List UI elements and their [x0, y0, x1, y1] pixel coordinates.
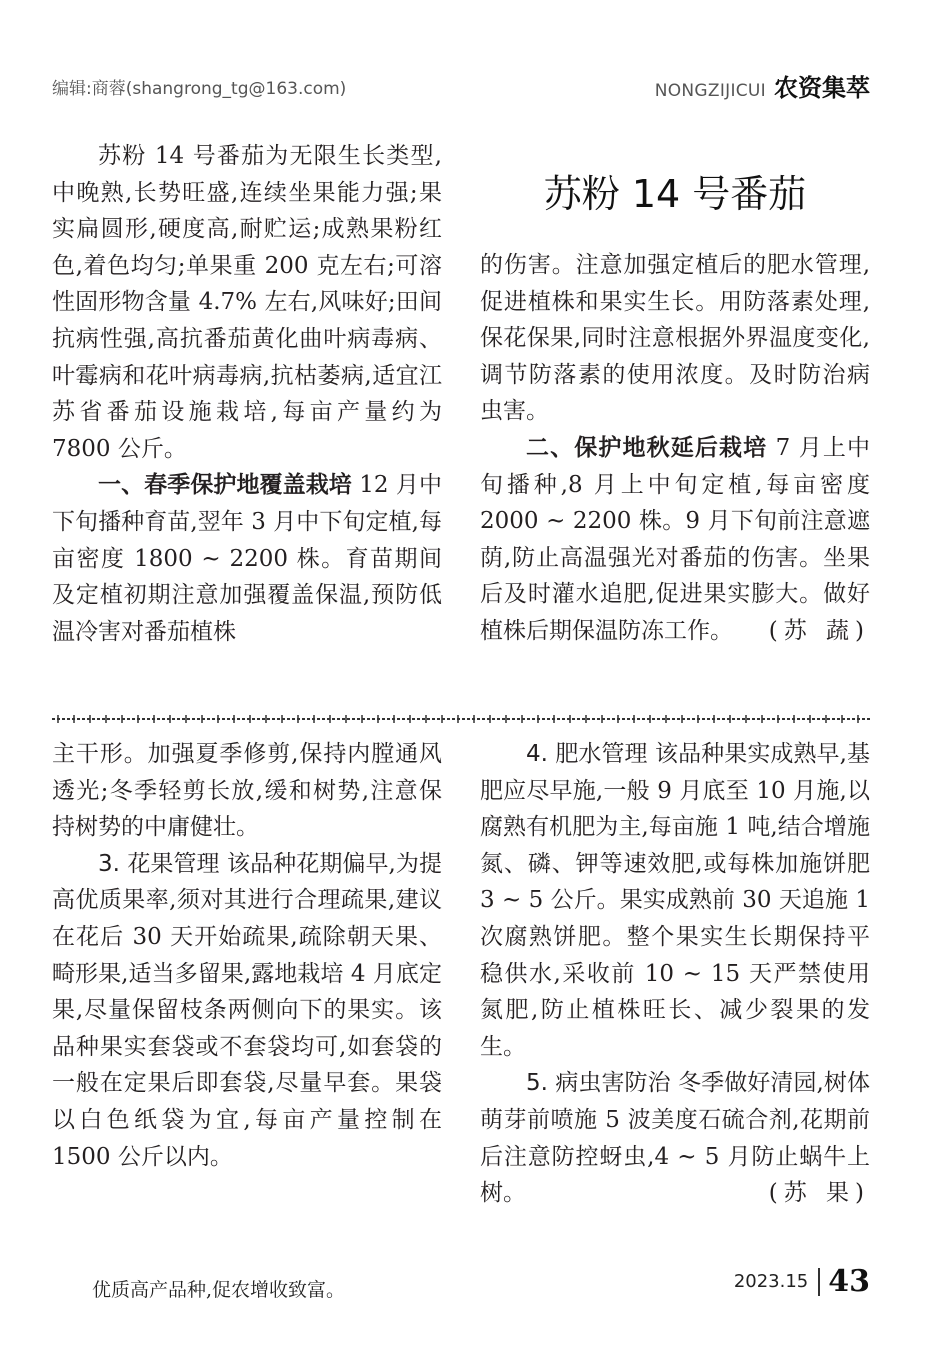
article1-right-column [480, 247, 870, 650]
footer-separator [818, 1268, 820, 1296]
article2-section3 [52, 846, 442, 1175]
section2-heading: 二、保护地秋延后栽培 [526, 434, 768, 461]
section-brand [655, 68, 870, 103]
article2-continued: 主干形。加强夏季修剪,保持内膛通风透光;冬季轻剪长放,缓和树势,注意保持树势的中庸健壮。 [52, 741, 442, 841]
article2-right-column [480, 736, 870, 1212]
article-divider [52, 713, 870, 725]
brand-chinese: 农资集萃 [774, 73, 870, 102]
section3-text: 该品种花期偏早,为提高优质果率,须对其进行合理疏果,建议在花后 30 天开始疏果,疏除朝天果、畸形果,适当多留果,露地栽培 4 月底定果,尽量保留枝条两侧向下的果实。该品种果实套袋或不套袋均可,如套袋的一般在定果后即套袋,尽量早套。果袋以白色纸袋为宜,每亩产量控制在 1500 公斤以内。 [52, 850, 443, 1170]
page-number: 43 [828, 1264, 870, 1299]
article1-signature: (苏 蔬) [768, 617, 870, 644]
article1-intro: 苏粉 14 号番茄为无限生长类型,中晚熟,长势旺盛,连续坐果能力强;果实扁圆形,硬度高,耐贮运;成熟果粉红色,着色均匀;单果重 200 克左右;可溶性固形物含量 4.7% 左右,风味好;田间抗病性强,高抗番茄黄化曲叶病毒病、叶霉病和花叶病毒病,抗枯萎病,适宜江苏省番茄设施栽培,每亩产量约为 7800 公斤。 [52, 143, 442, 462]
section5-heading: 5. 病虫害防治 [526, 1070, 671, 1097]
section1-text: 12 月中下旬播种育苗,翌年 3 月中下旬定植,每亩密度 1800 ~ 2200 株。育苗期间及定植初期注意加强覆盖保温,预防低温冷害对番茄植株 [52, 472, 443, 645]
section3-heading: 3. 花果管理 [98, 850, 220, 877]
article2-section4 [480, 736, 870, 1065]
editor-credit: 编辑:商蓉(shangrong_tg@163.com) [52, 79, 347, 99]
section4-text: 该品种果实成熟早,基肥应尽早施,一般 9 月底至 10 月施,以腐熟有机肥为主,每亩施 1 吨,结合增施氮、磷、钾等速效肥,或每株加施饼肥 3 ~ 5 公斤。果实成熟前 30 天追施 1 次腐熟饼肥。整个果实生长期保持平稳供水,采收前 10 ~ 15 天严禁使用氮肥,防止植株旺长、减少裂果的发生。 [480, 741, 871, 1060]
article2-left-column [52, 736, 442, 1175]
section1-heading: 一、春季保护地覆盖栽培 [98, 472, 352, 499]
article1-left-column [52, 138, 442, 650]
section1-continued: 的伤害。注意加强定植后的肥水管理,促进植株和果实生长。用防落素处理,保花保果,同时注意根据外界温度变化,调节防落素的使用浓度。及时防治病虫害。 [480, 252, 870, 425]
article2-signature: (苏 果) [768, 1180, 870, 1207]
section2-text: 7 月上中旬播种,8 月上中旬定植,每亩密度 2000 ~ 2200 株。9 月下旬前注意遮荫,防止高温强光对番茄的伤害。坐果后及时灌水追肥,促进果实膨大。做好植株后期保温防冻工作。 [480, 434, 871, 644]
section4-heading: 4. 肥水管理 [526, 741, 648, 767]
article1-section1 [52, 467, 442, 650]
article2-section5 [480, 1065, 870, 1211]
footer-slogan: 优质高产品种,促农增收致富。 [92, 1279, 346, 1301]
footer-page-info [734, 1264, 870, 1299]
article1-title: 苏粉 14 号番茄 [543, 172, 807, 216]
article1-section2 [480, 430, 870, 650]
issue-number: 2023.15 [733, 1271, 809, 1292]
section5-text: 冬季做好清园,树体萌芽前喷施 5 波美度石硫合剂,花期前后注意防控蚜虫,4 ~ 5 月防止蜗牛上树。 [480, 1070, 870, 1207]
brand-english: NONGZIJICUI [654, 81, 766, 101]
